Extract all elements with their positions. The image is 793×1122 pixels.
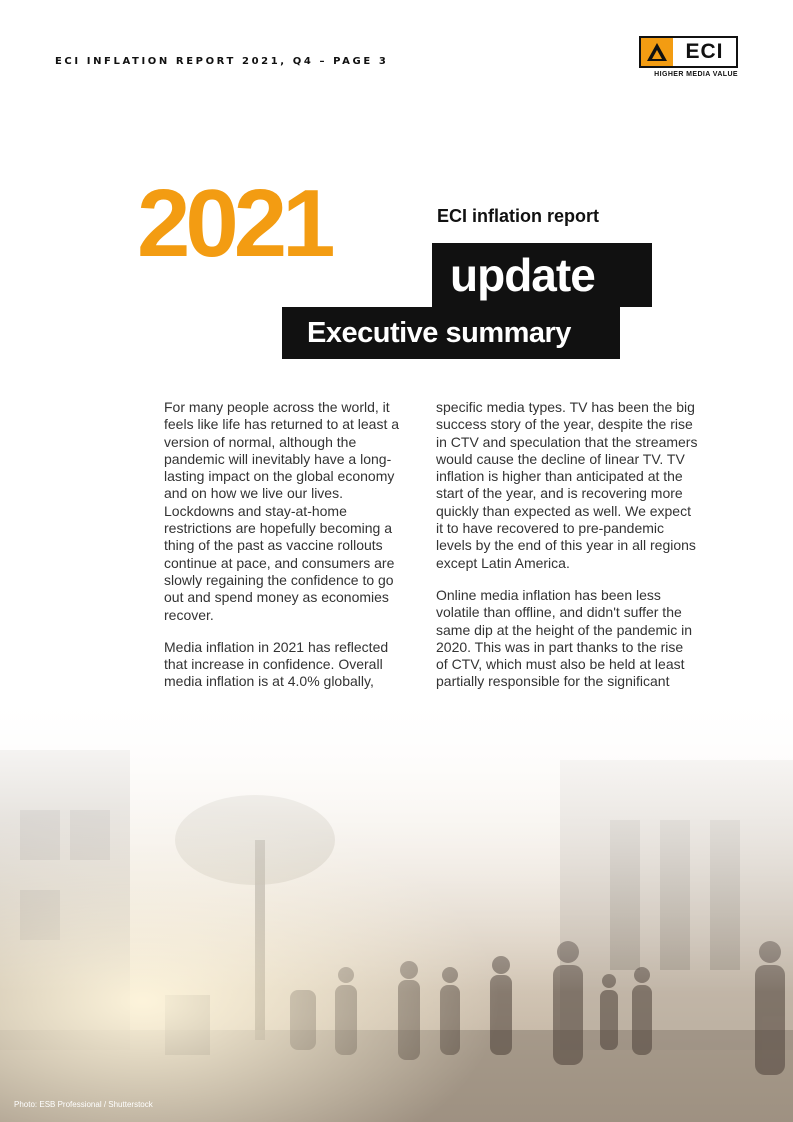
street-photo [0,690,793,1122]
triangle-logo-icon [641,38,673,66]
title-update: update [432,243,652,307]
logo-tagline: HIGHER MEDIA VALUE [654,71,738,78]
eci-logo [639,36,738,78]
logo-text: ECI [673,38,736,66]
body-column-2 [436,399,698,723]
title-label: ECI inflation report [437,206,599,226]
logo-box [639,36,738,68]
paragraph: specific media types. TV has been the big success story of the year, despite the rise in CTV and speculation that the streamers would cause the decline of linear TV. TV inflation is higher than anticipated at the start of the year, and is recovering more quickly than expected as well. We expect it to have recovered to pre-pandemic levels by the end of this year in all regions except Latin America. [436,399,698,571]
paragraph: For many people across the world, it feels like life has returned to at least a version of normal, although the pandemic will inevitably have a long-lasting impact on the global economy and on how we live our lives. Lockdowns and stay-at-home restrictions are hopefully becoming a thing of the past as vaccine rollouts continue at pace, and consumers are slowly regaining the confidence to go out and spend money as economies recover. [164,399,400,623]
paragraph: Online media inflation has been less volatile than offline, and didn't suffer the same dip at the height of the pandemic in 2020. This was in part thanks to the rise of CTV, which must also be held at least partially responsible for the significant [436,586,693,690]
paragraph: Media inflation in 2021 has reflected that increase in confidence. Overall media inflation is at 4.0% globally, [164,638,389,690]
section-title: Executive summary [282,307,620,359]
running-header: ECI INFLATION REPORT 2021, Q4 – PAGE 3 [55,56,389,67]
title-year: 2021 [137,170,331,277]
photo-caption: Photo: ESB Professional / Shutterstock [14,1100,153,1109]
